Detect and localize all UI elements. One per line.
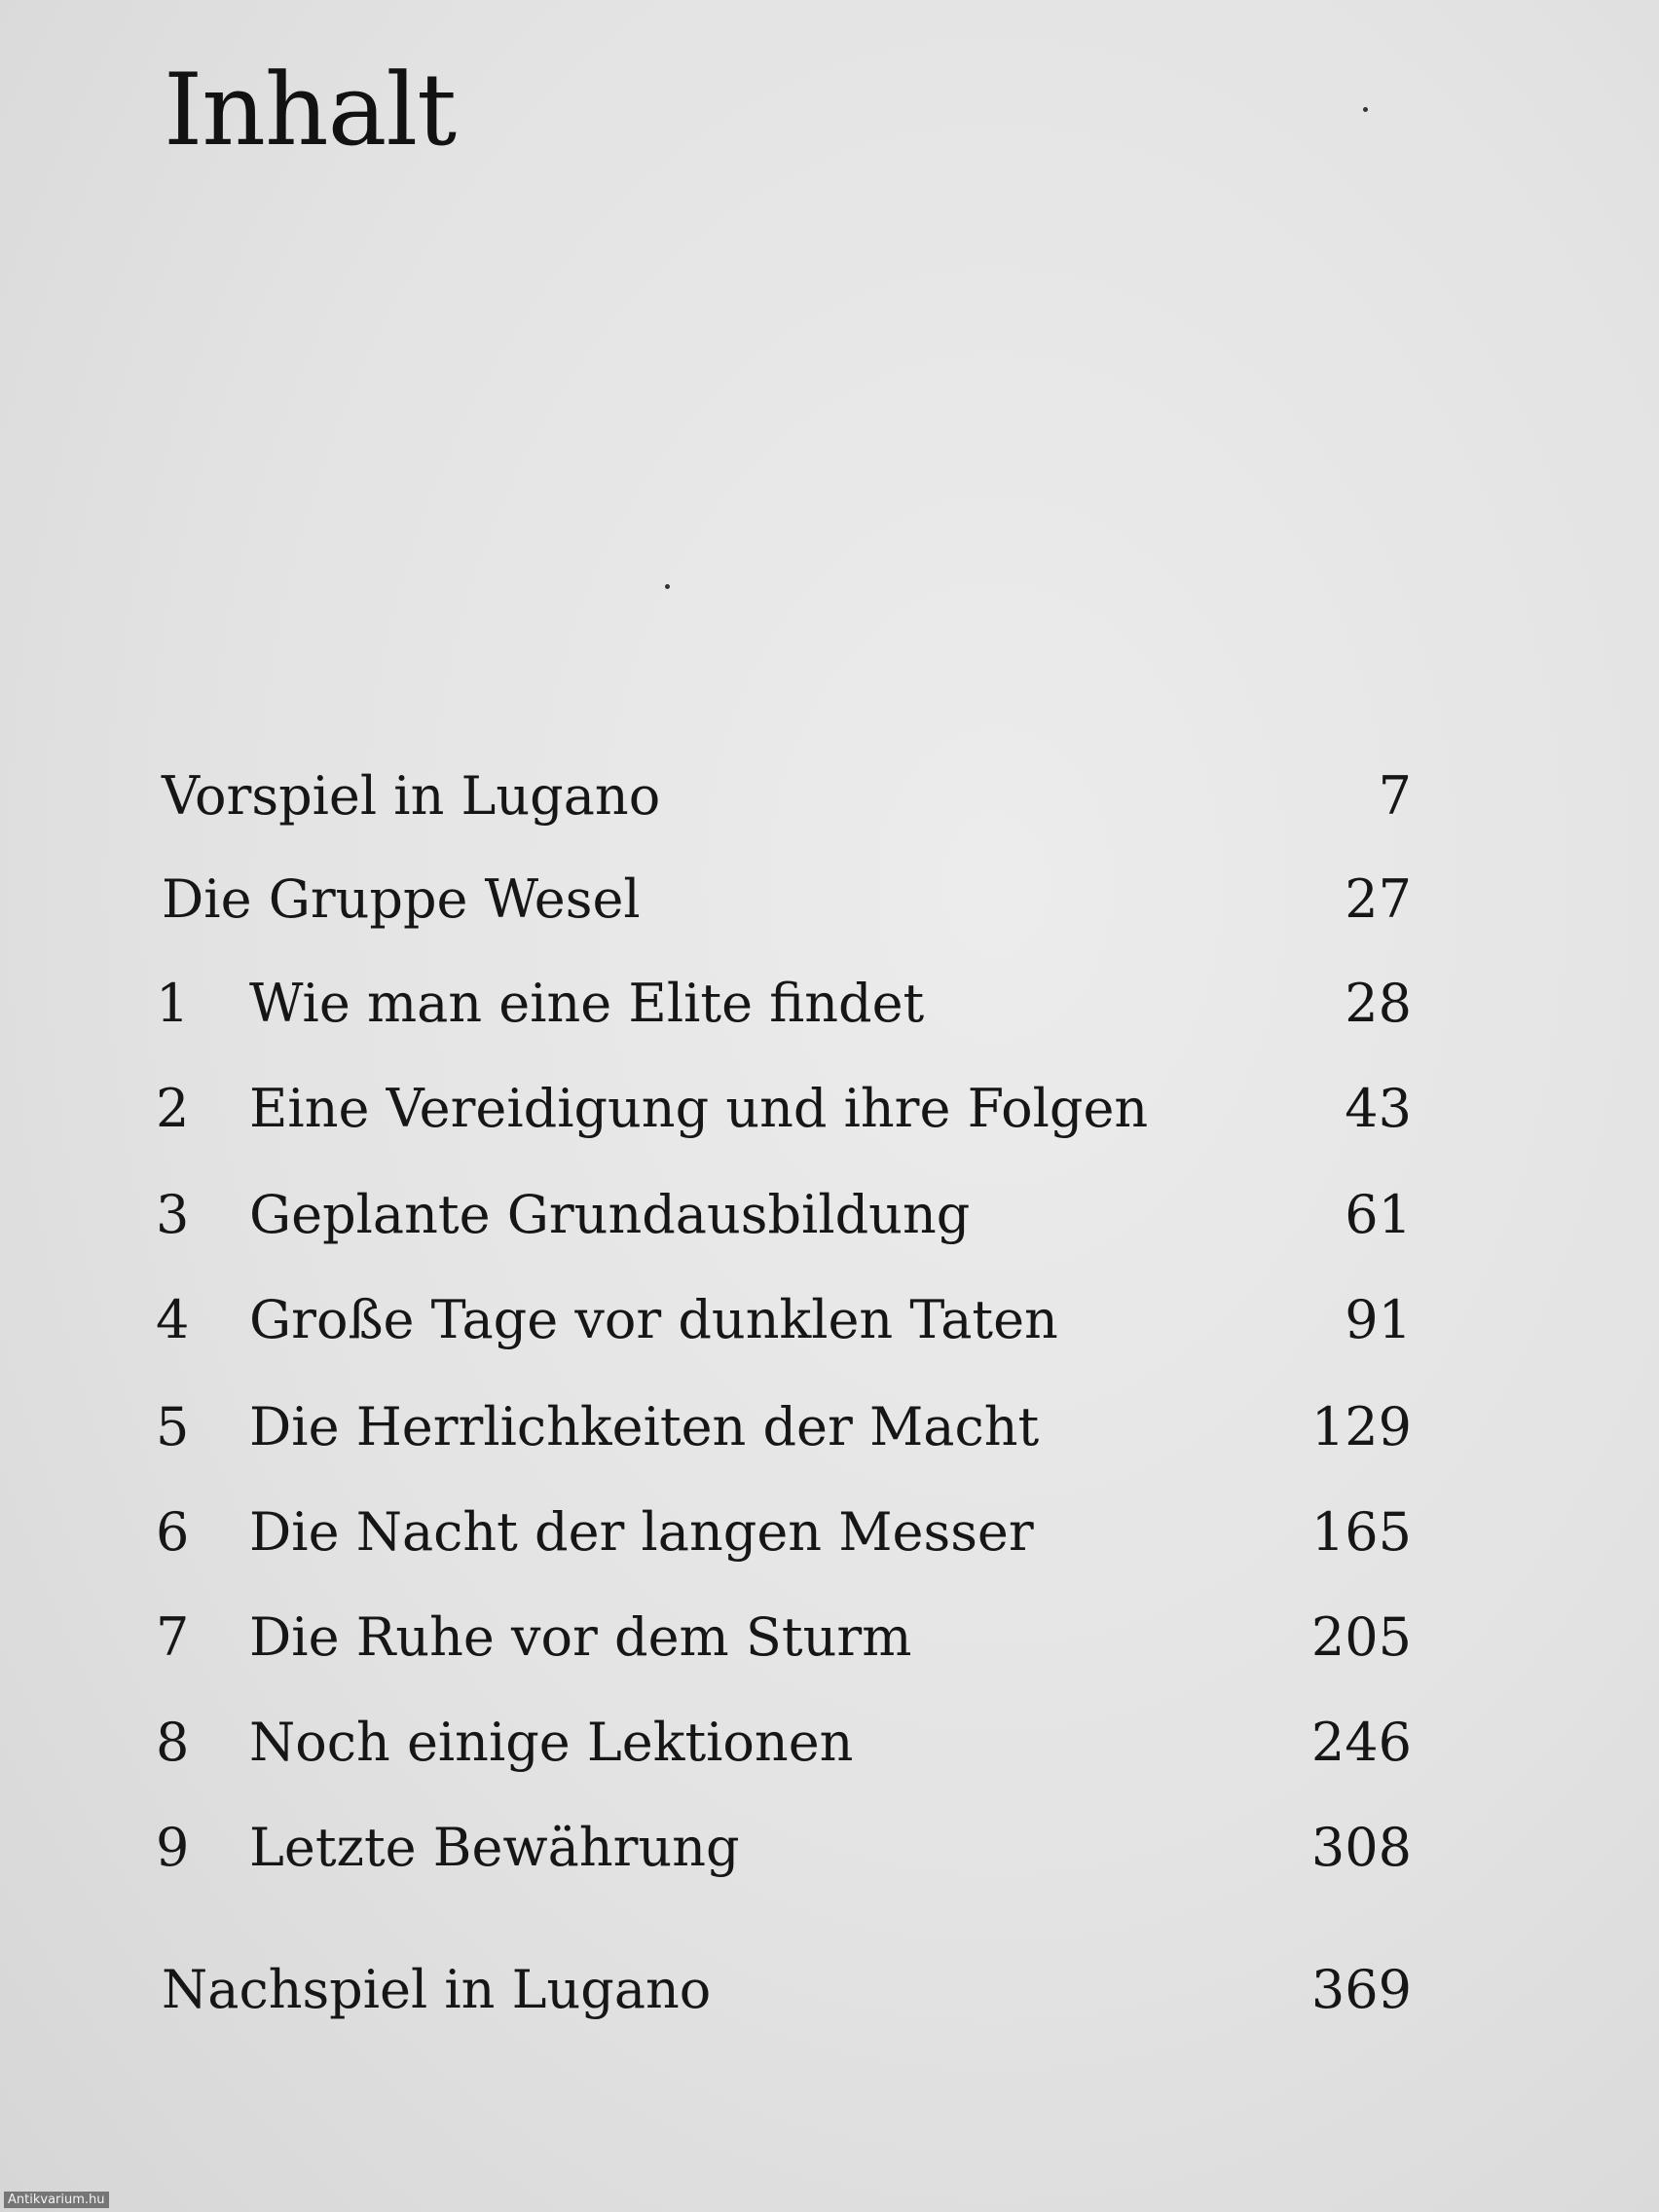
toc-entry-page: 205 <box>1310 1606 1412 1668</box>
toc-entry-number: 6 <box>156 1501 190 1563</box>
toc-entry-number: 5 <box>156 1396 190 1457</box>
toc-entry-title: Vorspiel in Lugano <box>162 765 661 827</box>
toc-entry-title: Wie man eine Elite findet <box>249 973 925 1034</box>
toc-entry-title: Eine Vereidigung und ihre Folgen <box>249 1078 1149 1139</box>
toc-entry-title: Die Herrlichkeiten der Macht <box>249 1396 1040 1457</box>
toc-entry-number: 1 <box>156 973 190 1034</box>
toc-entry-page: 61 <box>1345 1184 1412 1245</box>
toc-entry-page: 246 <box>1310 1712 1412 1773</box>
toc-entry-title: Noch einige Lektionen <box>249 1712 854 1773</box>
toc-entry-chapter-1 <box>156 965 1412 1043</box>
toc-entry-number: 7 <box>156 1606 190 1668</box>
toc-entry-page: 308 <box>1310 1817 1412 1878</box>
toc-entry-chapter-3 <box>156 1176 1412 1254</box>
toc-entry-part <box>156 861 1412 939</box>
watermark-text: Antikvarium.hu <box>4 2192 109 2208</box>
toc-entry-number: 2 <box>156 1078 190 1139</box>
toc-entry-chapter-2 <box>156 1070 1412 1148</box>
toc-entry-epilogue <box>156 1951 1412 2029</box>
paper-speck <box>1363 107 1368 112</box>
toc-entry-chapter-4 <box>156 1281 1412 1359</box>
toc-entry-title: Die Gruppe Wesel <box>162 868 641 930</box>
toc-entry-page: 28 <box>1345 973 1412 1034</box>
toc-entry-title: Die Ruhe vor dem Sturm <box>249 1606 912 1668</box>
toc-entry-chapter-5 <box>156 1388 1412 1466</box>
toc-entry-page: 165 <box>1310 1501 1412 1563</box>
toc-entry-title: Geplante Grundausbildung <box>249 1184 971 1245</box>
toc-entry-number: 8 <box>156 1712 190 1773</box>
toc-entry-page: 129 <box>1310 1396 1412 1457</box>
toc-entry-number: 4 <box>156 1289 190 1350</box>
page-title: Inhalt <box>164 53 457 168</box>
toc-entry-prelude <box>156 757 1412 835</box>
toc-entry-chapter-8 <box>156 1704 1412 1782</box>
toc-entry-title: Die Nacht der langen Messer <box>249 1501 1034 1563</box>
toc-entry-page: 43 <box>1345 1078 1412 1139</box>
toc-entry-page: 7 <box>1378 765 1412 827</box>
toc-entry-number: 3 <box>156 1184 190 1245</box>
paper-speck <box>665 584 670 589</box>
toc-entry-chapter-7 <box>156 1599 1412 1677</box>
toc-entry-chapter-6 <box>156 1493 1412 1571</box>
toc-entry-title: Große Tage vor dunklen Taten <box>249 1289 1058 1350</box>
toc-entry-page: 27 <box>1345 868 1412 930</box>
toc-entry-title: Letzte Bewährung <box>249 1817 740 1878</box>
toc-entry-title: Nachspiel in Lugano <box>162 1959 712 2020</box>
toc-entry-page: 369 <box>1310 1959 1412 2020</box>
toc-entry-number: 9 <box>156 1817 190 1878</box>
toc-entry-page: 91 <box>1345 1289 1412 1350</box>
toc-entry-chapter-9 <box>156 1809 1412 1887</box>
